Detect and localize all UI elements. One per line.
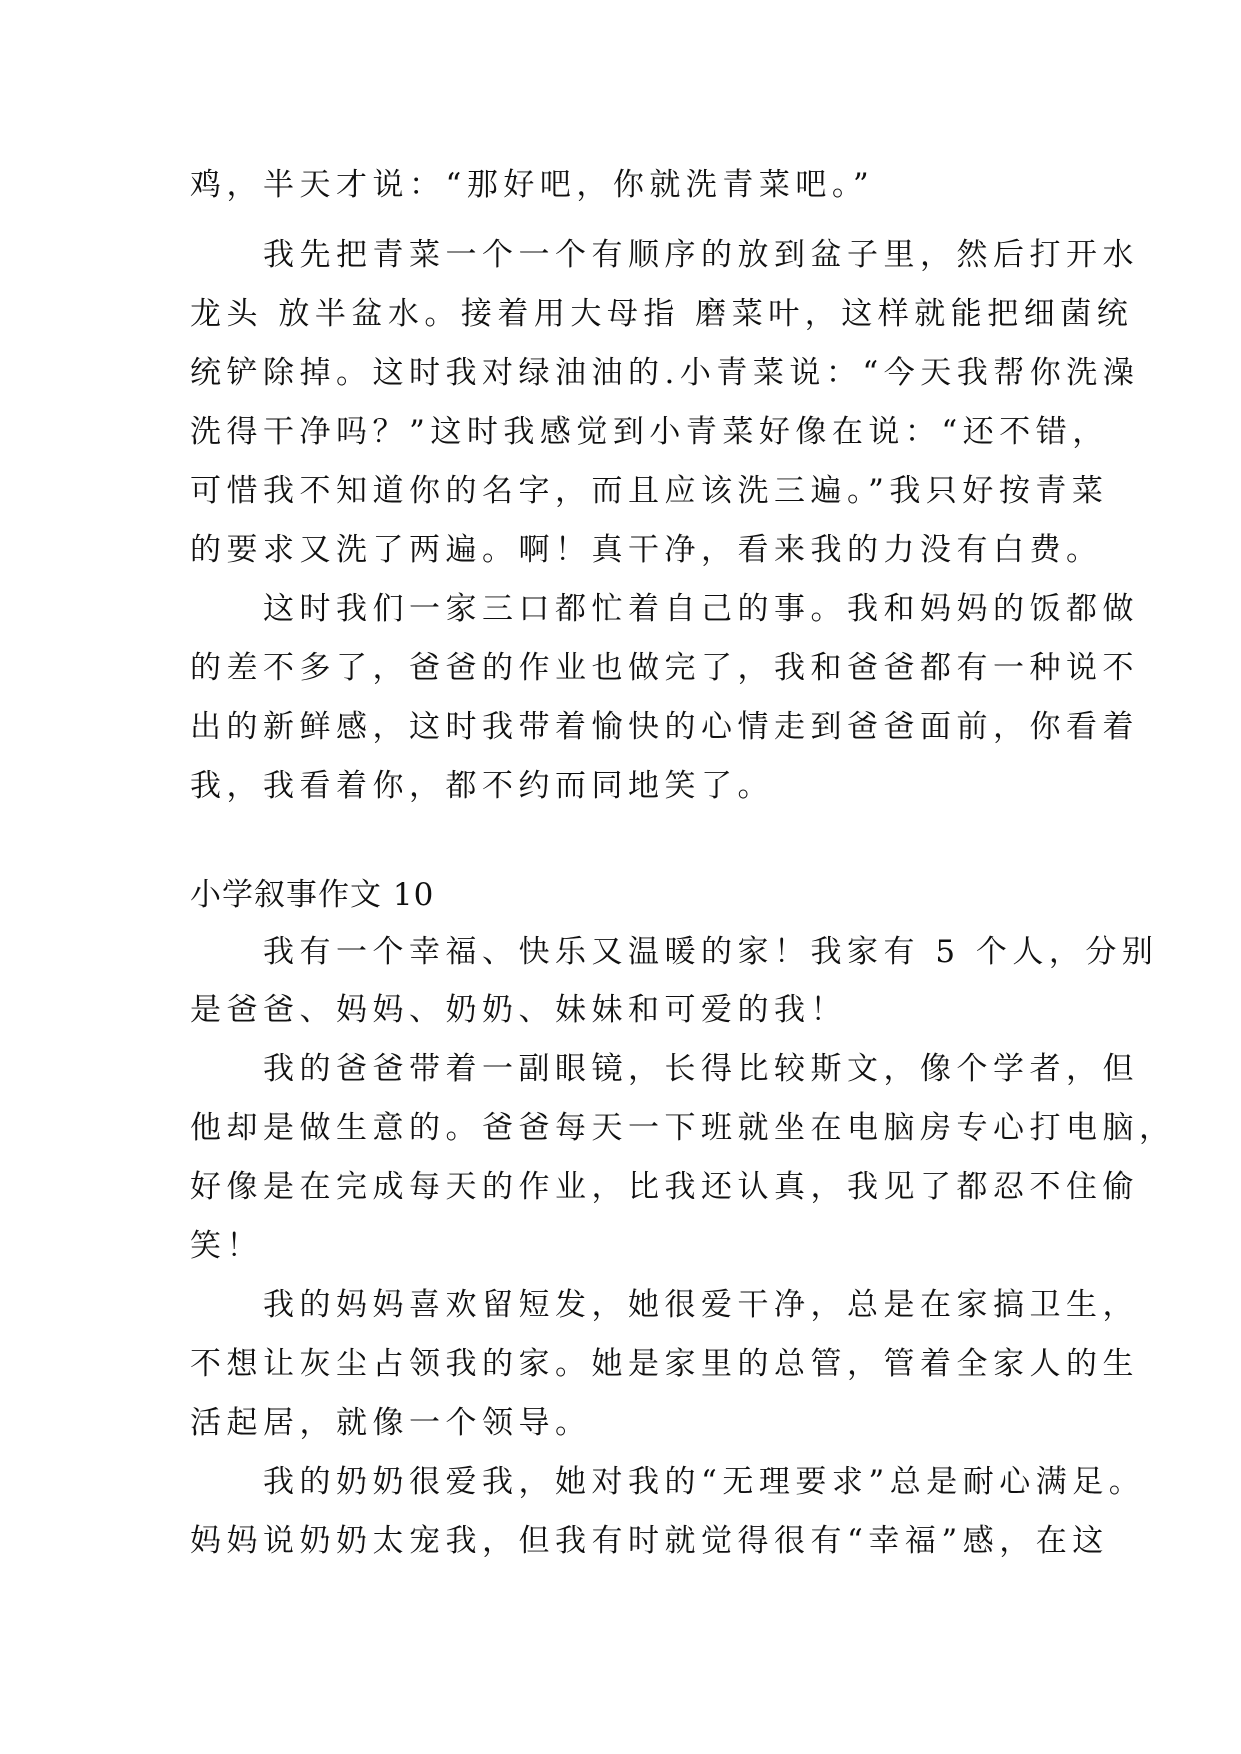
paragraph-line: 我的妈妈喜欢留短发，她很爱干净，总是在家搞卫生， [190, 1287, 1139, 1323]
section-title: 小学叙事作文 10 [190, 877, 435, 913]
paragraph-line: 可惜我不知道你的名字，而且应该洗三遍。”我只好按青菜 [190, 473, 1109, 509]
paragraph-line: 统铲除掉。这时我对绿油油的.小青菜说：“今天我帮你洗澡 [190, 355, 1140, 391]
paragraph-line: 洗得干净吗？”这时我感觉到小青菜好像在说：“还不错， [190, 414, 1109, 450]
paragraph-line: 出的新鲜感，这时我带着愉快的心情走到爸爸面前，你看着 [190, 709, 1139, 745]
paragraph-line: 我的奶奶很爱我，她对我的“无理要求”总是耐心满足。 [190, 1464, 1146, 1500]
paragraph-line: 不想让灰尘占领我的家。她是家里的总管，管着全家人的生 [190, 1346, 1139, 1382]
paragraph-line: 笑！ [190, 1228, 263, 1264]
paragraph-line: 的要求又洗了两遍。啊！真干净，看来我的力没有白费。 [190, 532, 1103, 568]
paragraph-line: 我先把青菜一个一个有顺序的放到盆子里，然后打开水 [190, 237, 1139, 273]
paragraph-line: 鸡，半天才说：“那好吧，你就洗青菜吧。” [190, 167, 875, 203]
paragraph-line: 他却是做生意的。爸爸每天一下班就坐在电脑房专心打电脑， [190, 1110, 1176, 1146]
paragraph-line: 这时我们一家三口都忙着自己的事。我和妈妈的饭都做 [190, 591, 1139, 627]
paragraph-line: 好像是在完成每天的作业，比我还认真，我见了都忍不住偷 [190, 1169, 1139, 1205]
paragraph-line: 我有一个幸福、快乐又温暖的家！我家有 5 个人，分别 [190, 934, 1159, 970]
paragraph-line: 妈妈说奶奶太宠我，但我有时就觉得很有“幸福”感，在这 [190, 1523, 1109, 1559]
paragraph-line: 我的爸爸带着一副眼镜，长得比较斯文，像个学者，但 [190, 1051, 1139, 1087]
paragraph-line: 龙头 放半盆水。接着用大母指 磨菜叶，这样就能把细菌统 [190, 296, 1134, 332]
paragraph-line: 是爸爸、妈妈、奶奶、妹妹和可爱的我！ [190, 992, 847, 1028]
paragraph-line: 我，我看着你，都不约而同地笑了。 [190, 768, 774, 804]
paragraph-line: 的差不多了，爸爸的作业也做完了，我和爸爸都有一种说不 [190, 650, 1139, 686]
paragraph-line: 活起居，就像一个领导。 [190, 1405, 592, 1441]
